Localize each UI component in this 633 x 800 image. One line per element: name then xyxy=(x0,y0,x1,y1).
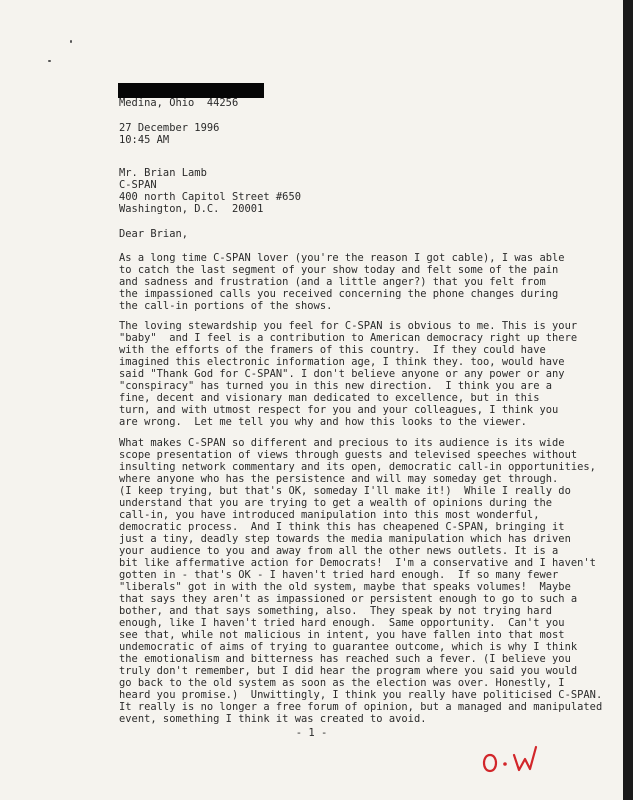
body-line: are wrong. Let me tell you why and how this looks to the viewer. xyxy=(119,416,527,428)
body-line: just a tiny, deadly step towards the media manipulation which has driven xyxy=(119,533,571,545)
paper-speck xyxy=(48,60,51,62)
body-line: event, something I think it was created to avoid. xyxy=(119,713,427,725)
body-line: truly don't remember, but I did hear the program where you said you would xyxy=(119,665,578,677)
body-line: the call-in portions of the shows. xyxy=(119,300,333,312)
recipient-street: 400 north Capitol Street #650 xyxy=(119,191,301,203)
letter-date: 27 December 1996 xyxy=(119,122,220,134)
body-line: where anyone who has the persistence and will may someday get through. xyxy=(119,473,559,485)
handwritten-initials xyxy=(478,737,548,777)
body-line: undemocratic of aims of trying to guarantee outcome, which is why I think xyxy=(119,641,578,653)
body-line: "conspiracy" has turned you in this new direction. I think you are a xyxy=(119,380,553,392)
body-line: What makes C-SPAN so different and precious to its audience is its wide xyxy=(119,437,565,449)
body-line: the impassioned calls you received concerning the phone changes during xyxy=(119,288,559,300)
recipient-city: Washington, D.C. 20001 xyxy=(119,203,264,215)
body-line: go back to the old system as soon as the election was over. Honestly, I xyxy=(119,677,565,689)
body-line: bother, and that says something, also. They speak by not trying hard xyxy=(119,605,553,617)
body-line: The loving stewardship you feel for C-SPAN is obvious to me. This is your xyxy=(119,320,578,332)
body-line: "baby" and I feel is a contribution to American democracy right up there xyxy=(119,332,578,344)
paper-speck xyxy=(70,40,72,43)
recipient-name: Mr. Brian Lamb xyxy=(119,167,207,179)
body-line: "liberals" got in with the old system, maybe that speaks volumes! Maybe xyxy=(119,581,571,593)
body-line: enough, like I haven't tried hard enough. Same opportunity. Can't you xyxy=(119,617,565,629)
body-line: call-in, you have introduced manipulation into this most wonderful, xyxy=(119,509,540,521)
body-line: gotten in - that's OK - I haven't tried hard enough. If so many fewer xyxy=(119,569,559,581)
body-line: said "Thank God for C-SPAN". I don't believe anyone or any power or any xyxy=(119,368,565,380)
body-line: heard you promise.) Unwittingly, I think you really have politicised C-SPAN. xyxy=(119,689,603,701)
body-line: insulting network commentary and its open, democratic call-in opportunities, xyxy=(119,461,596,473)
body-line: (I keep trying, but that's OK, someday I'll make it!) While I really do xyxy=(119,485,571,497)
body-line: the emotionalism and bitterness has reached such a fever. (I believe you xyxy=(119,653,571,665)
body-line: with the efforts of the framers of this country. If they could have xyxy=(119,344,546,356)
body-line: your audience to you and away from all the other news outlets. It is a xyxy=(119,545,559,557)
body-line: imagined this electronic information age, I think they. too, would have xyxy=(119,356,565,368)
body-line: As a long time C-SPAN lover (you're the reason I got cable), I was able xyxy=(119,252,565,264)
letter-time: 10:45 AM xyxy=(119,134,170,146)
body-line: bit like affermative action for Democrats! I'm a conservative and I haven't xyxy=(119,557,596,569)
sender-city-line: Medina, Ohio 44256 xyxy=(119,97,239,109)
body-line: that says they aren't as impassioned or persistent enough to go to such a xyxy=(119,593,578,605)
body-line: see that, while not malicious in intent, you have fallen into that most xyxy=(119,629,565,641)
body-line: and sadness and frustration (and a little anger?) that you felt from xyxy=(119,276,546,288)
scan-edge xyxy=(623,0,633,800)
body-line: democratic process. And I think this has cheapened C-SPAN, bringing it xyxy=(119,521,565,533)
recipient-org: C-SPAN xyxy=(119,179,157,191)
body-line: to catch the last segment of your show today and felt some of the pain xyxy=(119,264,559,276)
body-line: understand that you are trying to get a wealth of opinions during the xyxy=(119,497,553,509)
redacted-sender-address xyxy=(118,83,264,98)
page-number: - 1 - xyxy=(295,727,328,739)
body-line: turn, and with utmost respect for you and your colleagues, I think you xyxy=(119,404,559,416)
salutation: Dear Brian, xyxy=(119,228,189,240)
body-line: It really is no longer a free forum of opinion, but a managed and manipulated xyxy=(119,701,603,713)
body-line: scope presentation of views through guests and televised speeches without xyxy=(119,449,578,461)
body-line: fine, decent and visionary man dedicated to excellence, but in this xyxy=(119,392,540,404)
